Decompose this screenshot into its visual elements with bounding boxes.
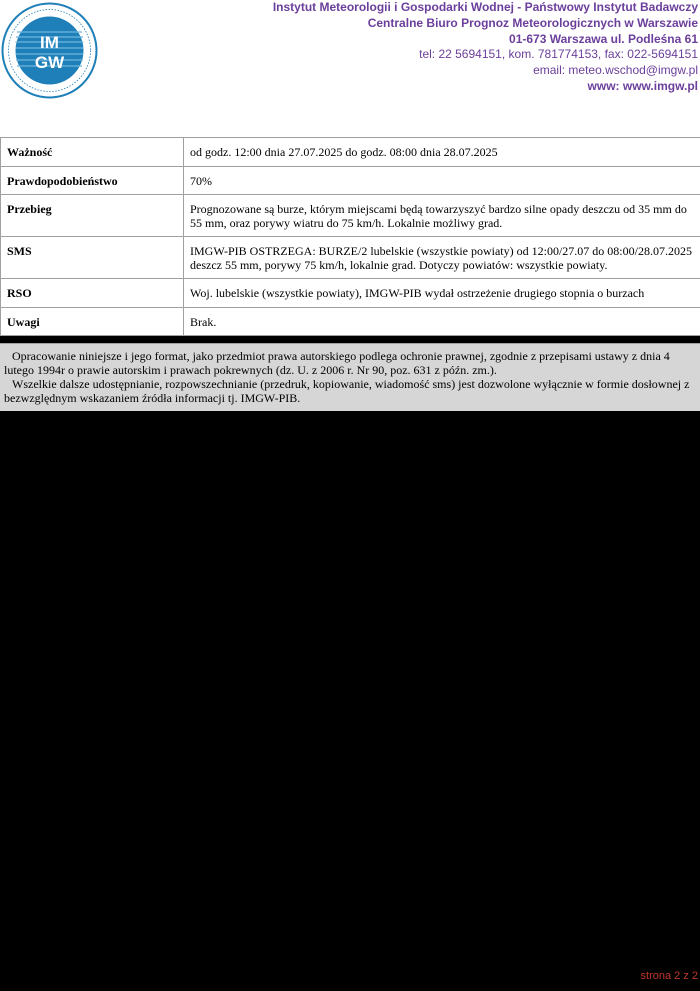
page-number: strona 2 z 2 xyxy=(640,970,698,982)
warning-table xyxy=(0,137,700,336)
page-header xyxy=(0,0,700,137)
row-label: SMS xyxy=(1,237,184,279)
table-row xyxy=(1,166,700,195)
copyright-paragraph: Opracowanie niniejsze i jego format, jako przedmiot prawa autorskiego podlega ochronie prawnej, zgodnie z przepisami ustawy z dnia 4 lutego 1994r o prawie autorskim i prawach pokrewnych (dz. U. z 2006 r. Nr 90, poz. 631 z późn. zm.). xyxy=(4,349,670,377)
svg-text:GW: GW xyxy=(34,53,65,72)
row-value: od godz. 12:00 dnia 27.07.2025 do godz. 08:00 dnia 28.07.2025 xyxy=(184,138,700,167)
row-value: Woj. lubelskie (wszystkie powiaty), IMGW-PIB wydał ostrzeżenie drugiego stopnia o burzach xyxy=(184,279,700,308)
row-value: 70% xyxy=(184,166,700,195)
phone: tel: 22 5694151, kom. 781774153, fax: 022-5694151 xyxy=(419,47,698,62)
website: www: www.imgw.pl xyxy=(587,78,698,93)
table-row xyxy=(1,195,700,237)
table-row xyxy=(1,279,700,308)
row-value: Brak. xyxy=(184,307,700,336)
imgw-logo xyxy=(0,2,99,99)
row-value: Prognozowane są burze, którym miejscami będą towarzyszyć bardzo silne opady deszczu od 35 mm do 55 mm, oraz porywy wiatru do 75 km/h. Lokalnie możliwy grad. xyxy=(184,195,700,237)
table-row xyxy=(1,237,700,279)
bureau-name: Centralne Biuro Prognoz Meteorologicznych w Warszawie xyxy=(367,15,698,30)
copyright-notice xyxy=(0,343,700,411)
table-row xyxy=(1,138,700,167)
email: email: meteo.wschod@imgw.pl xyxy=(533,63,698,78)
copyright-paragraph: Wszelkie dalsze udostępnianie, rozpowszechnianie (przedruk, kopiowanie, wiadomość sms) jest dozwolone wyłącznie w formie dosłownej z bezwzględnym wskazaniem źródła informacji tj. IMGW-PIB. xyxy=(4,377,690,405)
institute-name: Instytut Meteorologii i Gospodarki Wodnej - Państwowy Instytut Badawczy xyxy=(272,0,698,14)
svg-text:IM: IM xyxy=(40,33,59,52)
row-label: Uwagi xyxy=(1,307,184,336)
row-label: Przebieg xyxy=(1,195,184,237)
table-row xyxy=(1,307,700,336)
institute-info xyxy=(273,0,698,95)
row-label: Ważność xyxy=(1,138,184,167)
row-value: IMGW-PIB OSTRZEGA: BURZE/2 lubelskie (wszystkie powiaty) od 12:00/27.07 do 08:00/28.07.2025 deszcz 55 mm, porywy 75 km/h, lokalnie grad. Dotyczy powiatów: wszystkie powiaty. xyxy=(184,237,700,279)
row-label: RSO xyxy=(1,279,184,308)
address: 01-673 Warszawa ul. Podleśna 61 xyxy=(509,31,698,46)
row-label: Prawdopodobieństwo xyxy=(1,166,184,195)
